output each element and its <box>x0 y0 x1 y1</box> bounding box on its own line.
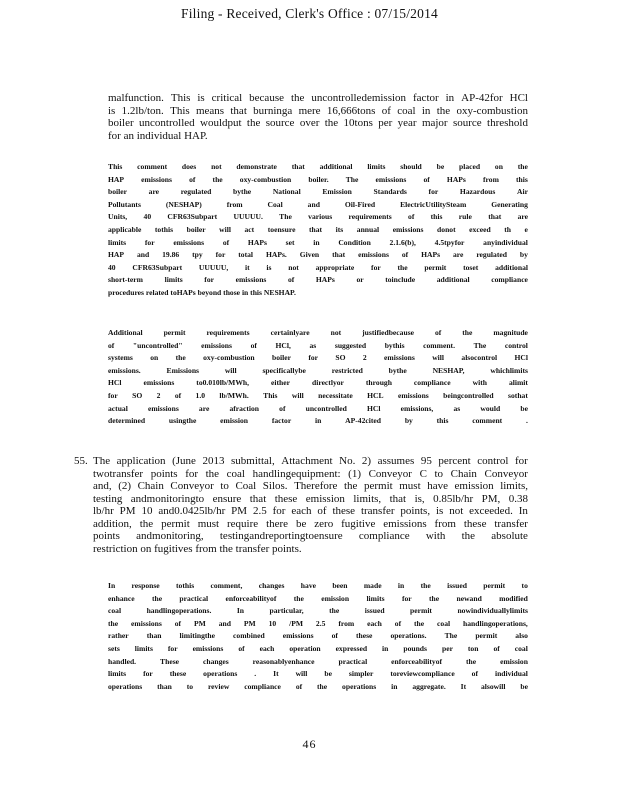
text-line: for SO 2 of 1.0 lb/MWh. This will necessitate HCL emissions beingcontrolled sothat <box>108 390 528 400</box>
paragraph-hcl-factor <box>108 92 528 142</box>
text-line: HCl emissions to0.010lb/MWh, either directlyor through compliance with alimit <box>108 378 528 388</box>
text-line: limits for emissions of HAPs set in Condition 2.1.6(b), 4.5tpyfor anyindividual <box>108 237 528 247</box>
page-number: 46 <box>302 737 317 751</box>
filing-header: Filing - Received, Clerk's Office : 07/15/2014 <box>181 6 438 21</box>
text-line: procedures related toHAPs beyond those in this NESHAP. <box>108 287 296 297</box>
text-line: twotransfer points for the coal handlingequipment: (1) Conveyor C to Chain Conveyor <box>93 467 528 480</box>
text-line: emissions. Emissions will specificallybe restricted bythe NESHAP, whichlimits <box>108 365 528 375</box>
text-line: Units, 40 CFR63Subpart UUUUU. The various requirements of this rule that are <box>108 212 528 222</box>
text-line: testing andmonitoringto ensure that these emission limits, that is, 0.85lb/hr PM, 0.38 <box>93 492 528 505</box>
text-line: restriction on fugitives from the transfer points. <box>93 542 302 555</box>
text-line: enhance the practical enforceabilityof the emission limits for the newand modified <box>108 593 528 603</box>
text-line: for an individual HAP. <box>108 129 208 142</box>
text-line: actual emissions are afraction of uncontrolled HCl emissions, as would be <box>108 403 528 413</box>
text-line: applicable tothis boiler will act toensure that its annual emissions donot exceed th e <box>108 224 528 234</box>
text-line: This comment does not demonstrate that additional limits should be placed on the <box>108 162 528 171</box>
text-line: determined usingthe emission factor in AP-42cited by this comment . <box>108 416 528 426</box>
text-line: sets limits for emissions of each operation expressed in pounds per ton of coal <box>108 643 528 653</box>
text-line: short-term limits for emissions of HAPs or toinclude additional compliance <box>108 275 528 285</box>
comment-55-text <box>93 455 528 555</box>
response-hcl-control <box>108 327 528 428</box>
text-line: Additional permit requirements certainlyare not justifiedbecause of the magnitude <box>108 328 528 337</box>
text-line: limits for these operations . It will be simpler toreviewcompliance of individual <box>108 669 528 679</box>
text-line: operations than to review compliance of the operations in aggregate. It alsowill be <box>108 681 528 691</box>
text-line: HAP emissions of the oxy-combustion boiler. The emissions of HAPs from this <box>108 174 528 184</box>
text-line: rather than limitingthe combined emissions of these operations. The permit also <box>108 631 528 641</box>
text-line: coal handlingoperations. In particular, the issued permit nowindividuallylimits <box>108 606 528 616</box>
text-line: points andmonitoring, testingandreportingtoensure compliance with the absolute <box>93 530 528 542</box>
text-line: HAP and 19.86 tpy for total HAPs. Given that emissions of HAPs are regulated by <box>108 250 528 260</box>
response-coal-handling <box>108 580 528 693</box>
comment-number: 55. <box>74 455 88 467</box>
text-line: handled. These changes reasonablyenhance practical enforceabilityof the emission <box>108 656 528 666</box>
text-line: In response tothis comment, changes have been made in the issued permit to <box>108 581 528 590</box>
text-line: Pollutants (NESHAP) from Coal and Oil-Fired ElectricUtilitySteam Generating <box>108 199 528 209</box>
text-line: The application (June 2013 submittal, Attachment No. 2) assumes 95 percent control for <box>93 455 528 467</box>
text-line: boiler uncontrolled wouldput the source over the 10tons per year major source threshold <box>108 117 528 129</box>
text-line: is 1.2lb/ton. This means that burninga mere 16,666tons of coal in the oxy-combustion <box>108 104 528 117</box>
text-line: 40 CFR63Subpart UUUUU, it is not appropriate for the permit toset additional <box>108 262 528 272</box>
text-line: of "uncontrolled" emissions of HCl, as suggested bythis comment. The control <box>108 340 528 350</box>
text-line: and, (2) Chain Conveyor to Coal Silos. Therefore the permit must have emission limits, <box>93 480 528 492</box>
text-line: boiler are regulated bythe National Emission Standards for Hazardous Air <box>108 187 528 197</box>
response-hap-neshap <box>108 161 528 300</box>
text-line: addition, the permit must require there be zero fugitive emissions from these transfer <box>93 517 528 530</box>
text-line: the emissions of PM and PM 10 /PM 2.5 from each of the coal handlingoperations, <box>108 618 528 628</box>
text-line: systems on the oxy-combustion boiler for SO 2 emissions will alsocontrol HCl <box>108 353 528 363</box>
text-line: lb/hr PM 10 and0.0425lb/hr PM 2.5 for each of these transfer points, is not exceeded. In <box>93 505 528 517</box>
text-line: malfunction. This is critical because the uncontrolledemission factor in AP-42for HCl <box>108 92 528 104</box>
